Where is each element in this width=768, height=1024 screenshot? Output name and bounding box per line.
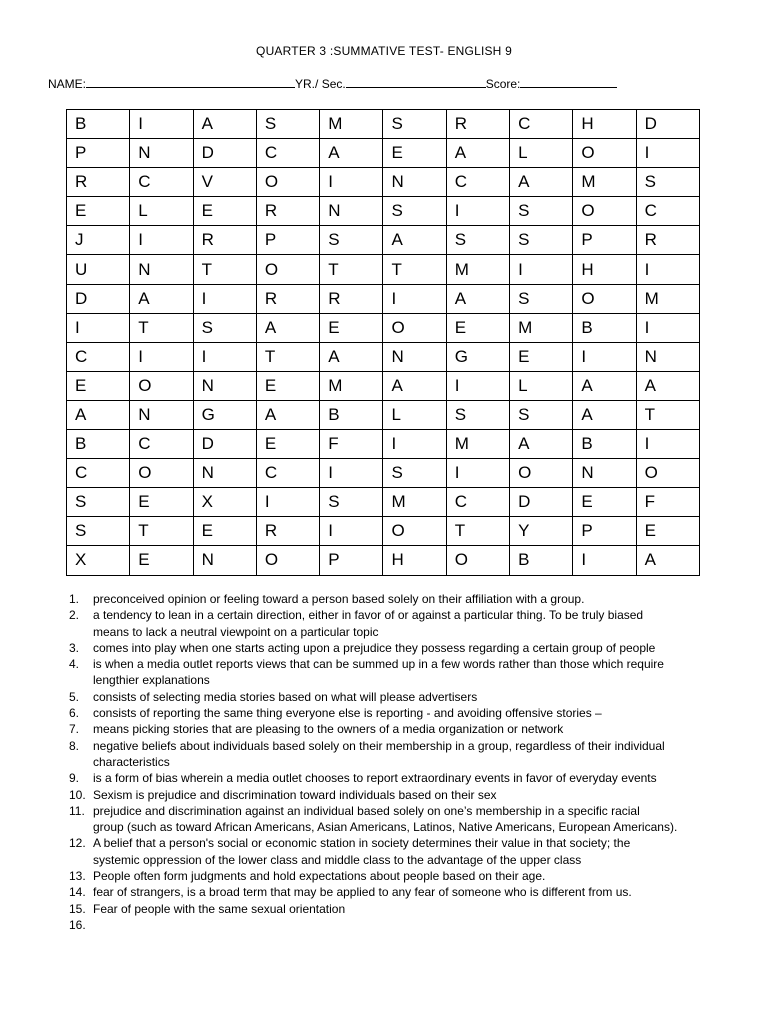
grid-cell[interactable]: S [510, 226, 573, 255]
grid-cell[interactable]: A [383, 371, 446, 400]
grid-row [67, 430, 700, 459]
grid-cell[interactable]: I [256, 488, 319, 517]
grid-cell[interactable]: I [636, 139, 699, 168]
grid-cell[interactable]: S [383, 197, 446, 226]
clue-item [48, 917, 738, 933]
clue-number: 13. [69, 869, 86, 884]
grid-cell[interactable]: B [67, 430, 130, 459]
clue-number: 16. [69, 917, 86, 932]
grid-cell[interactable]: R [446, 110, 509, 139]
grid-row [67, 168, 700, 197]
grid-cell[interactable]: A [573, 371, 636, 400]
grid-cell[interactable]: C [256, 139, 319, 168]
grid-cell[interactable]: B [573, 313, 636, 342]
grid-cell[interactable]: M [383, 488, 446, 517]
grid-row [67, 226, 700, 255]
grid-cell[interactable]: T [636, 400, 699, 429]
grid-cell[interactable]: M [446, 430, 509, 459]
grid-cell[interactable]: G [193, 400, 256, 429]
grid-cell[interactable]: L [130, 197, 193, 226]
grid-cell[interactable]: L [383, 400, 446, 429]
clue-text: is when a media outlet reports views that can be summed up in a few words rather than those which require [93, 657, 664, 672]
clue-number: 9. [69, 771, 80, 786]
grid-cell[interactable]: M [573, 168, 636, 197]
grid-cell[interactable]: A [193, 110, 256, 139]
grid-cell[interactable]: I [130, 226, 193, 255]
grid-cell[interactable]: B [320, 400, 383, 429]
grid-cell[interactable]: T [256, 342, 319, 371]
grid-cell[interactable]: M [320, 371, 383, 400]
grid-cell[interactable]: S [510, 284, 573, 313]
grid-cell[interactable]: I [130, 110, 193, 139]
clue-number: 7. [69, 722, 80, 737]
grid-cell[interactable]: A [446, 139, 509, 168]
clue-text [93, 917, 738, 933]
grid-cell[interactable]: A [636, 371, 699, 400]
clue-text: systemic oppression of the lower class and middle class to the advantage of the upper class [93, 852, 582, 867]
grid-cell[interactable]: J [67, 226, 130, 255]
grid-cell[interactable]: O [383, 517, 446, 546]
grid-cell[interactable]: S [256, 110, 319, 139]
grid-cell[interactable]: I [573, 342, 636, 371]
word-search-grid [66, 109, 700, 576]
grid-row [67, 110, 700, 139]
clue-text: consists of reporting the same thing everyone else is reporting - and avoiding offensive stories – [93, 706, 602, 721]
grid-cell[interactable]: O [446, 546, 509, 575]
grid-cell[interactable]: D [193, 139, 256, 168]
clue-number: 6. [69, 706, 80, 721]
grid-cell[interactable]: X [193, 488, 256, 517]
grid-cell[interactable]: S [446, 400, 509, 429]
grid-cell[interactable]: S [510, 400, 573, 429]
grid-cell[interactable]: C [130, 430, 193, 459]
grid-row [67, 546, 700, 575]
grid-cell[interactable]: I [573, 546, 636, 575]
clue-number: 2. [69, 608, 80, 623]
grid-cell[interactable]: Y [510, 517, 573, 546]
grid-cell[interactable]: A [320, 139, 383, 168]
grid-cell[interactable]: I [636, 255, 699, 284]
grid-cell[interactable]: S [383, 110, 446, 139]
grid-cell[interactable]: E [446, 313, 509, 342]
clue-item [48, 591, 738, 607]
grid-cell[interactable]: N [383, 342, 446, 371]
grid-cell[interactable]: I [446, 197, 509, 226]
name-blank[interactable] [86, 77, 295, 88]
grid-row [67, 459, 700, 488]
grid-cell[interactable]: N [130, 400, 193, 429]
clue-item [48, 868, 738, 884]
yr-sec-blank[interactable] [346, 77, 486, 88]
grid-cell[interactable]: P [573, 517, 636, 546]
grid-cell[interactable]: T [130, 517, 193, 546]
grid-cell[interactable]: S [383, 459, 446, 488]
grid-cell[interactable]: D [510, 488, 573, 517]
grid-cell[interactable]: E [193, 517, 256, 546]
grid-cell[interactable]: I [446, 371, 509, 400]
grid-cell[interactable]: N [193, 546, 256, 575]
grid-cell[interactable]: R [636, 226, 699, 255]
grid-cell[interactable]: O [510, 459, 573, 488]
clue-item [48, 884, 738, 900]
grid-cell[interactable]: F [636, 488, 699, 517]
clue-list [48, 591, 738, 933]
clue-number: 10. [69, 787, 86, 802]
clue-text: prejudice and discrimination against an individual based solely on one’s membership in a specific racial [93, 803, 640, 818]
grid-cell[interactable]: D [636, 110, 699, 139]
grid-cell[interactable]: A [636, 546, 699, 575]
grid-cell[interactable]: B [573, 430, 636, 459]
grid-cell[interactable]: A [130, 284, 193, 313]
grid-cell[interactable]: I [320, 168, 383, 197]
grid-cell[interactable]: S [193, 313, 256, 342]
clue-number: 12. [69, 836, 86, 851]
grid-cell[interactable]: I [320, 459, 383, 488]
grid-row [67, 255, 700, 284]
grid-cell[interactable]: O [573, 197, 636, 226]
grid-row [67, 517, 700, 546]
grid-cell[interactable]: I [383, 284, 446, 313]
grid-cell[interactable]: R [256, 284, 319, 313]
grid-cell[interactable]: V [193, 168, 256, 197]
grid-cell[interactable]: N [636, 342, 699, 371]
grid-cell[interactable]: T [320, 255, 383, 284]
student-info-line [48, 77, 617, 91]
grid-cell[interactable]: S [510, 197, 573, 226]
grid-cell[interactable]: F [320, 430, 383, 459]
grid-cell[interactable]: O [636, 459, 699, 488]
grid-cell[interactable]: M [636, 284, 699, 313]
clue-text: preconceived opinion or feeling toward a person based solely on their affiliation with a group. [93, 592, 585, 606]
grid-cell[interactable]: A [67, 400, 130, 429]
grid-cell[interactable]: I [67, 313, 130, 342]
grid-row [67, 197, 700, 226]
grid-cell[interactable]: P [573, 226, 636, 255]
grid-cell[interactable]: I [636, 430, 699, 459]
clue-item [48, 803, 738, 836]
grid-cell[interactable]: R [256, 197, 319, 226]
grid-cell[interactable]: C [67, 342, 130, 371]
grid-cell[interactable]: D [67, 284, 130, 313]
grid-cell[interactable]: I [130, 342, 193, 371]
grid-cell[interactable]: T [383, 255, 446, 284]
grid-cell[interactable]: L [510, 371, 573, 400]
grid-cell[interactable]: C [130, 168, 193, 197]
grid-cell[interactable]: E [320, 313, 383, 342]
grid-cell[interactable]: O [256, 546, 319, 575]
grid-cell[interactable]: N [320, 197, 383, 226]
grid-cell[interactable]: O [573, 284, 636, 313]
clue-text: a tendency to lean in a certain direction, either in favor of or against a particular thing. To be truly biased [93, 608, 644, 623]
grid-cell[interactable]: A [510, 430, 573, 459]
grid-cell[interactable]: H [573, 110, 636, 139]
grid-cell[interactable]: E [383, 139, 446, 168]
grid-cell[interactable]: O [573, 139, 636, 168]
grid-cell[interactable]: M [446, 255, 509, 284]
grid-cell[interactable]: P [256, 226, 319, 255]
grid-cell[interactable]: R [256, 517, 319, 546]
grid-cell[interactable]: A [256, 400, 319, 429]
grid-cell[interactable]: I [510, 255, 573, 284]
grid-cell[interactable]: E [130, 488, 193, 517]
page-title: QUARTER 3 :SUMMATIVE TEST- ENGLISH 9 [256, 44, 512, 58]
grid-cell[interactable]: C [256, 459, 319, 488]
grid-cell[interactable]: O [383, 313, 446, 342]
grid-cell[interactable]: R [67, 168, 130, 197]
clue-text: Sexism is prejudice and discrimination toward individuals based on their sex [93, 787, 497, 802]
grid-cell[interactable]: C [446, 488, 509, 517]
clue-number: 3. [69, 640, 80, 655]
score-label: Score: [485, 77, 521, 91]
grid-cell[interactable]: R [193, 226, 256, 255]
grid-cell[interactable]: E [67, 197, 130, 226]
clue-text: is a form of bias wherein a media outlet chooses to report extraordinary events in favor of everyday events [93, 771, 657, 786]
grid-cell[interactable]: C [67, 459, 130, 488]
grid-cell[interactable]: I [193, 284, 256, 313]
score-blank[interactable] [520, 77, 617, 88]
grid-cell[interactable]: E [193, 197, 256, 226]
grid-row [67, 488, 700, 517]
grid-cell[interactable]: S [67, 517, 130, 546]
clue-text: Fear of people with the same sexual orientation [93, 901, 346, 916]
clue-item [48, 738, 738, 771]
grid-cell[interactable]: I [193, 342, 256, 371]
grid-cell[interactable]: I [320, 517, 383, 546]
grid-cell[interactable]: G [446, 342, 509, 371]
grid-cell[interactable]: N [193, 459, 256, 488]
grid-cell[interactable]: X [67, 546, 130, 575]
clue-item [48, 901, 738, 917]
clue-item [48, 705, 738, 721]
clue-item [48, 640, 738, 656]
grid-cell[interactable]: A [510, 168, 573, 197]
grid-cell[interactable]: P [67, 139, 130, 168]
clue-item [48, 656, 738, 689]
grid-cell[interactable]: E [573, 488, 636, 517]
clue-number: 11. [69, 803, 85, 818]
grid-cell[interactable]: S [67, 488, 130, 517]
grid-cell[interactable]: O [130, 371, 193, 400]
grid-cell[interactable]: E [510, 342, 573, 371]
grid-cell[interactable]: C [446, 168, 509, 197]
clue-number: 14. [69, 885, 86, 900]
grid-cell[interactable]: T [446, 517, 509, 546]
clue-number: 5. [69, 689, 80, 704]
clue-text: A belief that a person's social or economic station in society determines their value in that society; the [93, 836, 631, 851]
grid-cell[interactable]: S [636, 168, 699, 197]
clue-number: 4. [69, 657, 80, 672]
grid-row [67, 342, 700, 371]
grid-cell[interactable]: O [256, 255, 319, 284]
grid-cell[interactable]: A [446, 284, 509, 313]
grid-row [67, 400, 700, 429]
grid-cell[interactable]: N [130, 255, 193, 284]
grid-cell[interactable]: M [320, 110, 383, 139]
grid-cell[interactable]: O [130, 459, 193, 488]
grid-cell[interactable]: D [193, 430, 256, 459]
grid-cell[interactable]: I [446, 459, 509, 488]
clue-text: means picking stories that are pleasing to the owners of a media organization or network [93, 722, 564, 737]
grid-cell[interactable]: A [383, 226, 446, 255]
grid-cell[interactable]: U [67, 255, 130, 284]
grid-cell[interactable]: C [510, 110, 573, 139]
grid-cell[interactable]: N [193, 371, 256, 400]
grid-cell[interactable]: E [67, 371, 130, 400]
clue-item [48, 607, 738, 640]
grid-cell[interactable]: E [636, 517, 699, 546]
grid-row [67, 313, 700, 342]
grid-cell[interactable]: N [130, 139, 193, 168]
clue-text: People often form judgments and hold expectations about people based on their age. [93, 869, 546, 884]
clue-text: comes into play when one starts acting upon a prejudice they possess regarding a certain group of people [93, 640, 656, 655]
clue-text: negative beliefs about individuals based solely on their membership in a group, regardless of their individual [93, 738, 665, 753]
clue-item [48, 721, 738, 737]
yr-sec-label: YR./ Sec. [295, 77, 346, 91]
clue-text: lengthier explanations [93, 673, 210, 688]
grid-cell[interactable]: R [320, 284, 383, 313]
grid-cell[interactable]: N [573, 459, 636, 488]
grid-cell[interactable]: P [320, 546, 383, 575]
grid-cell[interactable]: A [573, 400, 636, 429]
grid-cell[interactable]: O [256, 168, 319, 197]
clue-item [48, 770, 738, 786]
grid-cell[interactable]: A [320, 342, 383, 371]
grid-cell[interactable]: T [193, 255, 256, 284]
grid-cell[interactable]: L [510, 139, 573, 168]
clue-item [48, 787, 738, 803]
grid-row [67, 371, 700, 400]
grid-cell[interactable]: A [256, 313, 319, 342]
grid-row [67, 139, 700, 168]
grid-cell[interactable]: C [636, 197, 699, 226]
clue-number: 8. [69, 738, 80, 753]
grid-cell[interactable]: H [573, 255, 636, 284]
clue-number: 15. [69, 901, 86, 916]
clue-item [48, 835, 738, 868]
grid-cell[interactable]: S [320, 488, 383, 517]
clue-number: 1. [69, 592, 80, 606]
grid-cell[interactable]: E [256, 371, 319, 400]
grid-cell[interactable]: I [383, 430, 446, 459]
grid-cell[interactable]: E [130, 546, 193, 575]
grid-cell[interactable]: S [446, 226, 509, 255]
grid-cell[interactable]: H [383, 546, 446, 575]
grid-row [67, 284, 700, 313]
grid-cell[interactable]: B [67, 110, 130, 139]
grid-cell[interactable]: N [383, 168, 446, 197]
clue-text: consists of selecting media stories based on what will please advertisers [93, 689, 478, 704]
grid-cell[interactable]: B [510, 546, 573, 575]
clue-text: characteristics [93, 754, 170, 769]
grid-cell[interactable]: S [320, 226, 383, 255]
grid-cell[interactable]: M [510, 313, 573, 342]
grid-cell[interactable]: I [636, 313, 699, 342]
clue-text: fear of strangers, is a broad term that may be applied to any fear of someone who is different from us. [93, 885, 632, 900]
grid-cell[interactable]: E [256, 430, 319, 459]
grid-cell[interactable]: T [130, 313, 193, 342]
clue-text: group (such as toward African Americans, Asian Americans, Latinos, Native Americans, European Americans). [93, 820, 678, 835]
name-label: NAME: [48, 77, 87, 91]
clue-text: means to lack a neutral viewpoint on a particular topic [93, 624, 379, 639]
clue-item [48, 689, 738, 705]
